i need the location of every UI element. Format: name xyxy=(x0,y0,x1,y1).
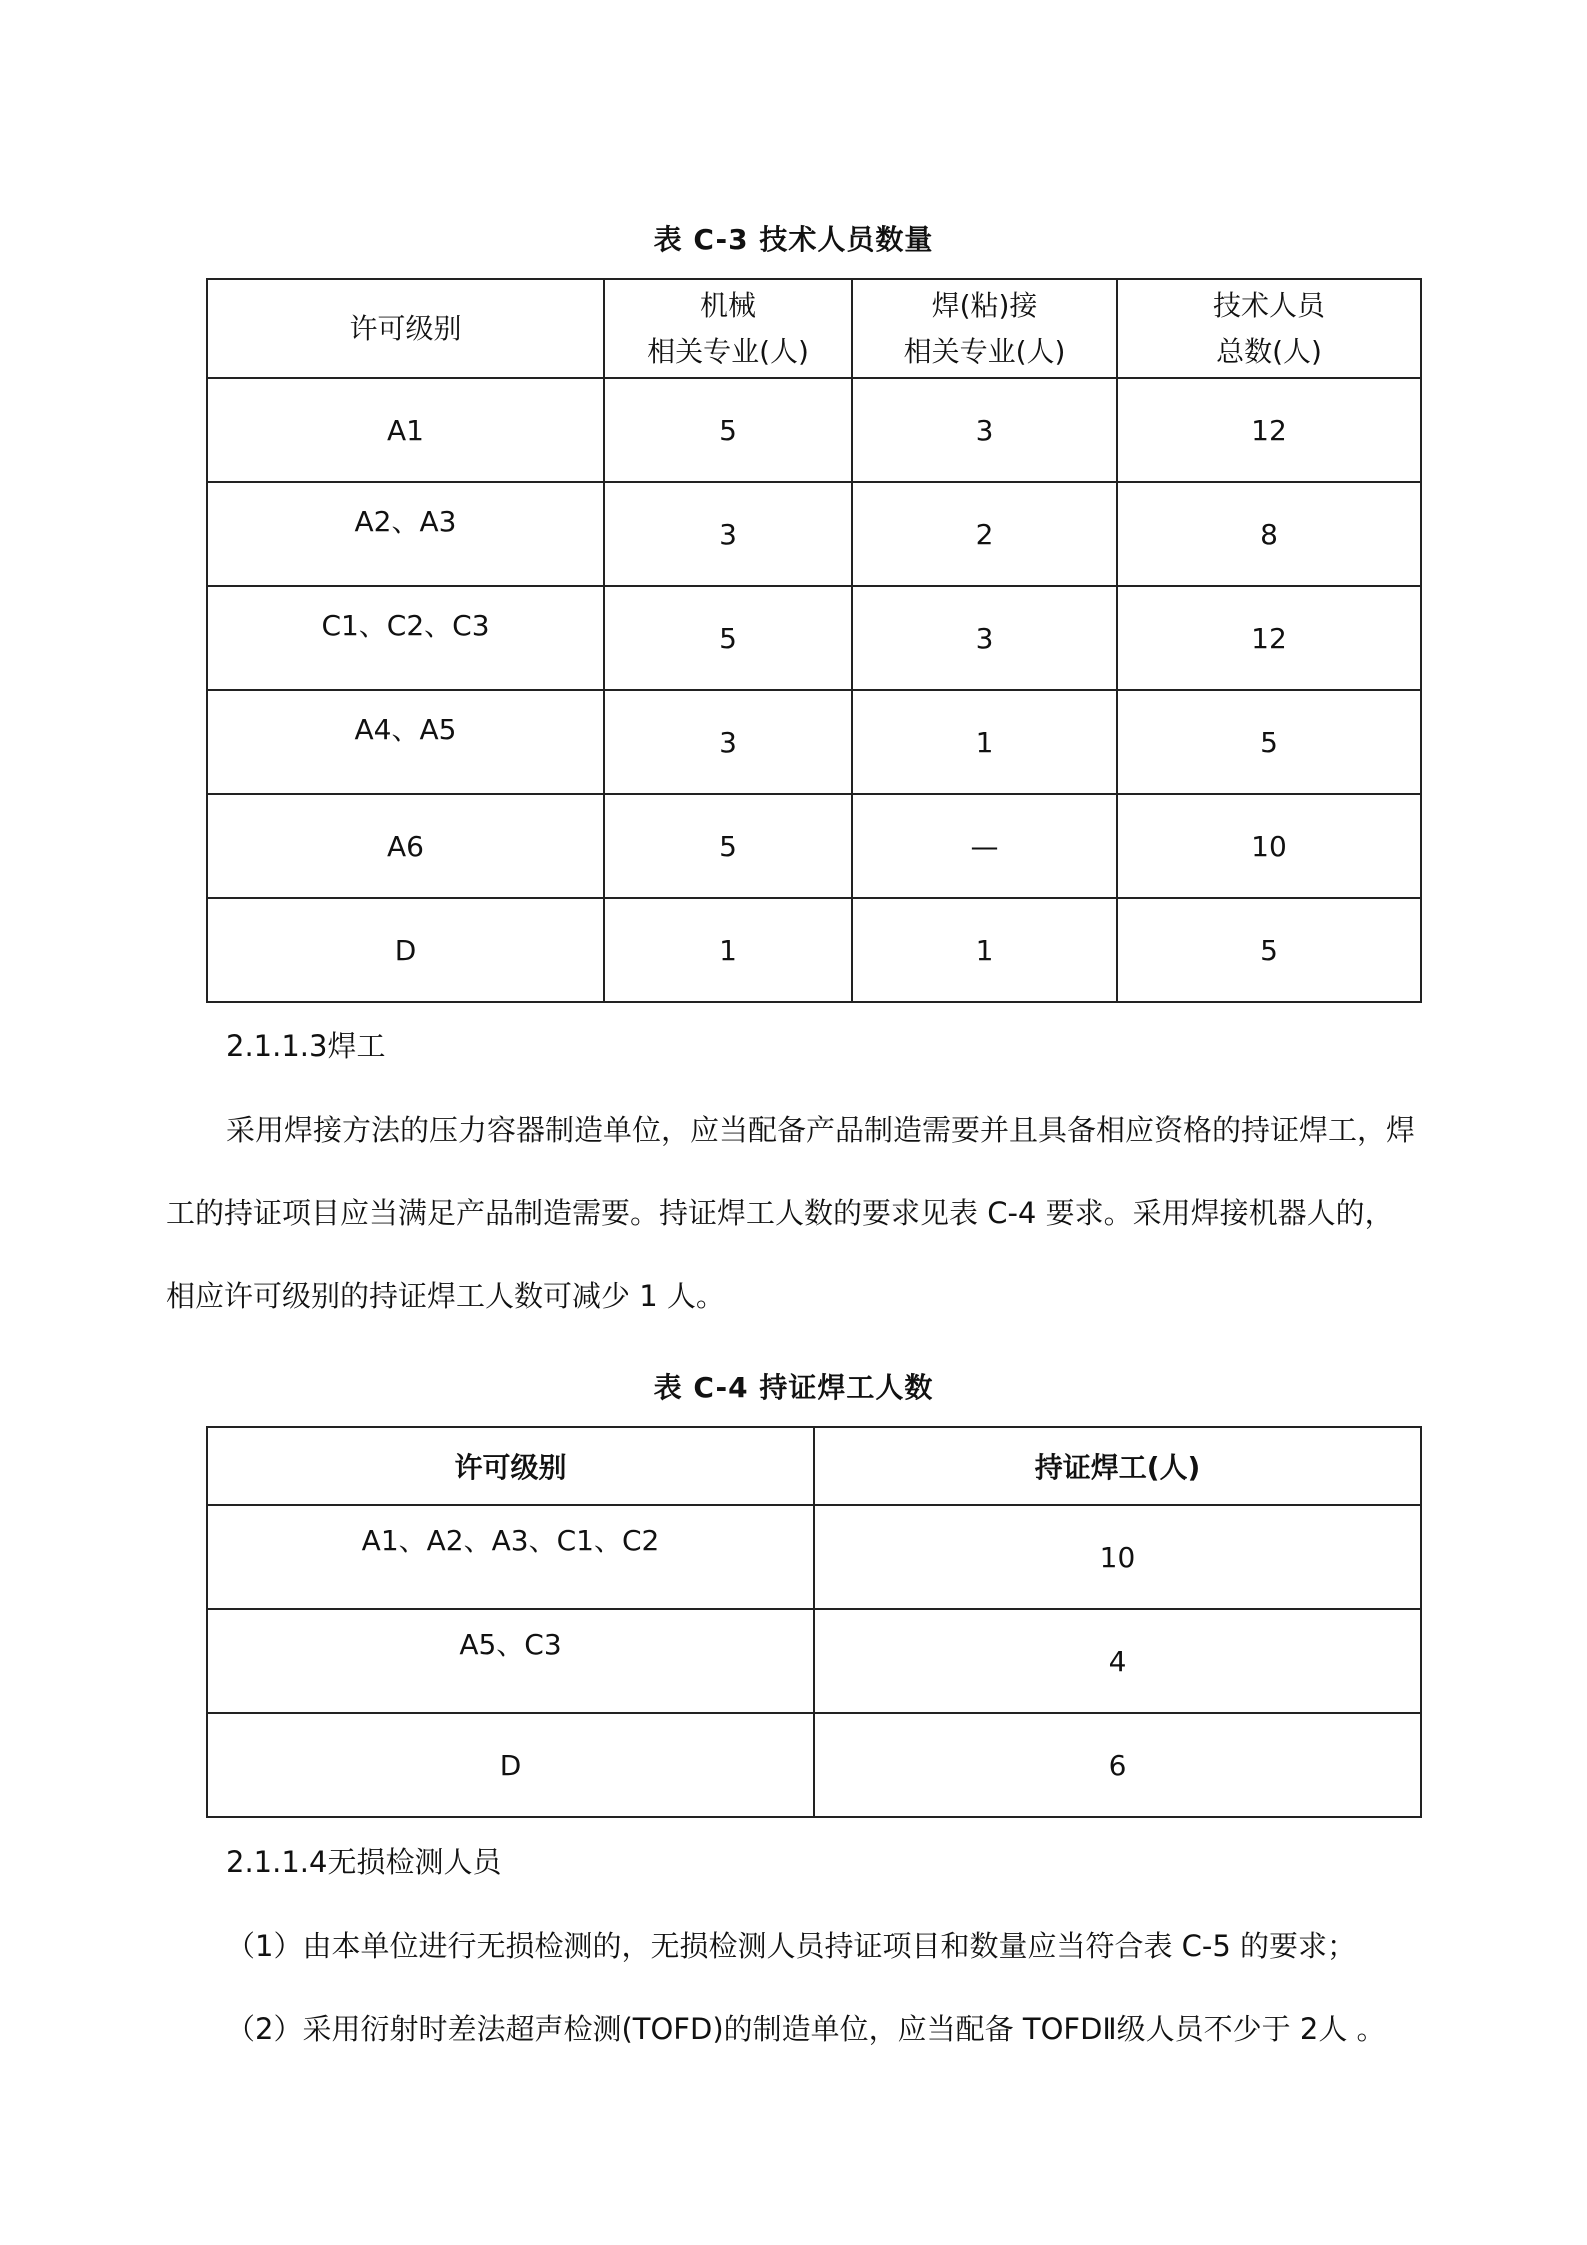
cell-count: 6 xyxy=(814,1713,1421,1817)
ndt-item-2: （2）采用衍射时差法超声检测(TOFD)的制造单位，应当配备 TOFDⅡ级人员不少于 2人 。 xyxy=(226,2012,1386,2046)
welder-paragraph-line-2: 工的持证项目应当满足产品制造需要。持证焊工人数的要求见表 C-4 要求。采用焊接机器人的， xyxy=(166,1196,1394,1230)
cell-total: 5 xyxy=(1117,898,1421,1002)
cell-level: D xyxy=(207,1713,814,1817)
cell-level: A1、A2、A3、C1、C2 xyxy=(207,1505,814,1609)
cell-total: 10 xyxy=(1117,794,1421,898)
cell-mechanical: 5 xyxy=(604,794,852,898)
cell-level: A2、A3 xyxy=(207,482,604,586)
table-c3-caption: 表 C-3 技术人员数量 xyxy=(653,223,934,256)
cell-level: A4、A5 xyxy=(207,690,604,794)
table-c4 xyxy=(206,1426,1422,1818)
ndt-item-1: （1）由本单位进行无损检测的，无损检测人员持证项目和数量应当符合表 C-5 的要求； xyxy=(226,1929,1357,1963)
header-certified-welders: 持证焊工(人) xyxy=(814,1427,1421,1505)
cell-level: A5、C3 xyxy=(207,1609,814,1713)
cell-welding: 3 xyxy=(852,586,1117,690)
cell-total: 5 xyxy=(1117,690,1421,794)
header-welding: 焊(粘)接 相关专业(人) xyxy=(852,279,1117,378)
cell-welding: 1 xyxy=(852,690,1117,794)
cell-welding: 3 xyxy=(852,378,1117,482)
table-c3 xyxy=(206,278,1422,1003)
cell-mechanical: 5 xyxy=(604,378,852,482)
table-row xyxy=(207,1713,1421,1817)
cell-mechanical: 1 xyxy=(604,898,852,1002)
cell-total: 12 xyxy=(1117,586,1421,690)
cell-welding: 1 xyxy=(852,898,1117,1002)
table-row xyxy=(207,586,1421,690)
cell-level: A6 xyxy=(207,794,604,898)
table-row xyxy=(207,1505,1421,1609)
table-c4-caption: 表 C-4 持证焊工人数 xyxy=(653,1371,934,1404)
table-row xyxy=(207,378,1421,482)
cell-mechanical: 3 xyxy=(604,482,852,586)
welder-paragraph-line-1: 采用焊接方法的压力容器制造单位，应当配备产品制造需要并且具备相应资格的持证焊工，焊 xyxy=(226,1113,1416,1147)
table-header-row xyxy=(207,1427,1421,1505)
table-row xyxy=(207,690,1421,794)
header-license-level: 许可级别 xyxy=(207,1427,814,1505)
cell-welding: 2 xyxy=(852,482,1117,586)
cell-total: 8 xyxy=(1117,482,1421,586)
table-header-row xyxy=(207,279,1421,378)
cell-mechanical: 3 xyxy=(604,690,852,794)
cell-total: 12 xyxy=(1117,378,1421,482)
section-ndt-heading: 2.1.1.4无损检测人员 xyxy=(226,1845,502,1879)
cell-count: 10 xyxy=(814,1505,1421,1609)
table-row xyxy=(207,898,1421,1002)
cell-mechanical: 5 xyxy=(604,586,852,690)
header-license-level: 许可级别 xyxy=(207,279,604,378)
section-welder-heading: 2.1.1.3焊工 xyxy=(226,1029,386,1063)
table-row xyxy=(207,482,1421,586)
cell-level: C1、C2、C3 xyxy=(207,586,604,690)
cell-welding: — xyxy=(852,794,1117,898)
header-mechanical: 机械 相关专业(人) xyxy=(604,279,852,378)
header-total-tech: 技术人员 总数(人) xyxy=(1117,279,1421,378)
cell-level: A1 xyxy=(207,378,604,482)
table-row xyxy=(207,794,1421,898)
welder-paragraph-line-3: 相应许可级别的持证焊工人数可减少 1 人。 xyxy=(166,1279,725,1313)
table-row xyxy=(207,1609,1421,1713)
cell-count: 4 xyxy=(814,1609,1421,1713)
cell-level: D xyxy=(207,898,604,1002)
